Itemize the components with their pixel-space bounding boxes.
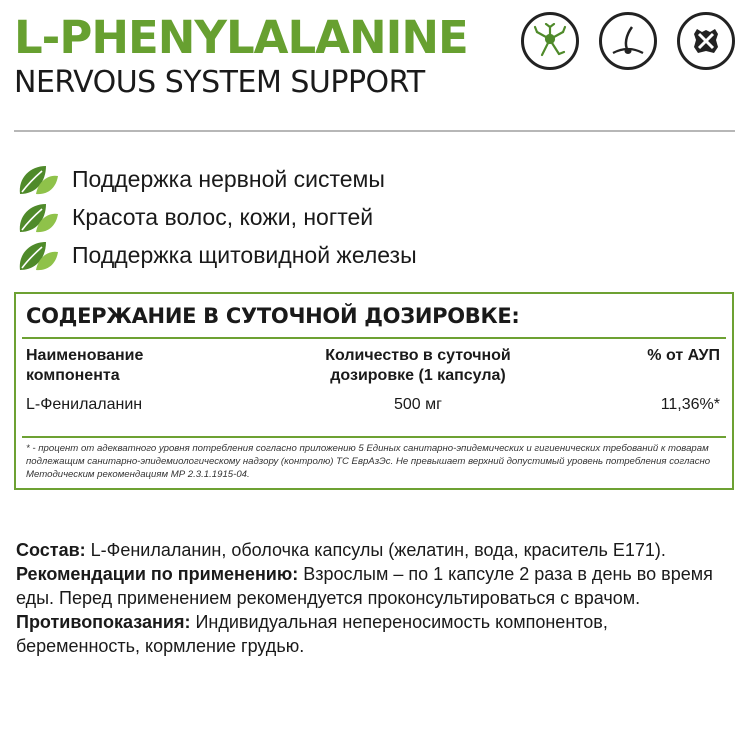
contraindications-paragraph: [16, 610, 736, 658]
no-leather-icon: [688, 23, 724, 59]
hair-badge: [599, 12, 657, 70]
composition-text: L-Фенилаланин, оболочка капсулы (желатин, вода, краситель Е171).: [85, 540, 666, 560]
product-header: [14, 10, 494, 100]
composition-label: Состав:: [16, 540, 86, 560]
hair-follicle-icon: [610, 23, 646, 59]
component-amount: 500 мг: [394, 396, 442, 413]
benefit-item: [16, 198, 417, 236]
benefit-text: Красота волос, кожи, ногтей: [72, 203, 374, 230]
component-percent: 11,36%*: [660, 396, 720, 413]
contraindications-text: Индивидуальная непереносимость компонентов, беременность, кормление грудью.: [16, 612, 608, 656]
column-header-component: Наименование компонента: [26, 347, 144, 384]
benefit-list: [16, 160, 417, 274]
leaf-icon: [16, 200, 60, 234]
usage-paragraph: [16, 562, 736, 610]
leaf-icon: [16, 162, 60, 196]
benefit-text: Поддержка щитовидной железы: [72, 241, 417, 268]
benefit-item: [16, 236, 417, 274]
column-header-percent: % от АУП: [647, 347, 720, 364]
supplement-facts-panel: [14, 292, 734, 490]
benefit-item: [16, 160, 417, 198]
no-leather-badge: [677, 12, 735, 70]
header-divider: [14, 130, 735, 132]
leaf-icon: [16, 238, 60, 272]
composition-paragraph: [16, 538, 736, 562]
badge-group: [521, 12, 735, 70]
column-header-amount: Количество в суточной дозировке (1 капсула): [325, 347, 511, 384]
product-title: L-PHENYLALANINE: [14, 11, 468, 64]
benefit-text: Поддержка нервной системы: [72, 165, 385, 192]
product-info: [16, 538, 736, 658]
usage-text: Взрослым – по 1 капсуле 2 раза в день во время еды. Перед применением рекомендуется проконсультироваться с врачом.: [16, 564, 713, 608]
product-subtitle: NERVOUS SYSTEM SUPPORT: [14, 65, 425, 100]
neuron-badge: [521, 12, 579, 70]
footnote: * - процент от адекватного уровня потребления согласно приложению 5 Единых санитарно-эпидемических и гигиенических требований к товарам подлежащим санитарно-эпидемиологическому надзору (контролю) ТС ЕврАзЭс. Не превышает верхний допустимый уровень потребления согласно Методическим рекомендациям МР 2.3.1.1915-04.: [26, 443, 711, 480]
component-name: L-Фенилаланин: [26, 396, 143, 413]
panel-divider-bottom: [22, 436, 726, 438]
usage-label: Рекомендации по применению:: [16, 564, 299, 584]
contraindications-label: Противопоказания:: [16, 612, 191, 632]
panel-divider-top: [22, 337, 726, 339]
neuron-icon: [532, 23, 568, 59]
panel-title: СОДЕРЖАНИЕ В СУТОЧНОЙ ДОЗИРОВКЕ:: [26, 304, 520, 328]
